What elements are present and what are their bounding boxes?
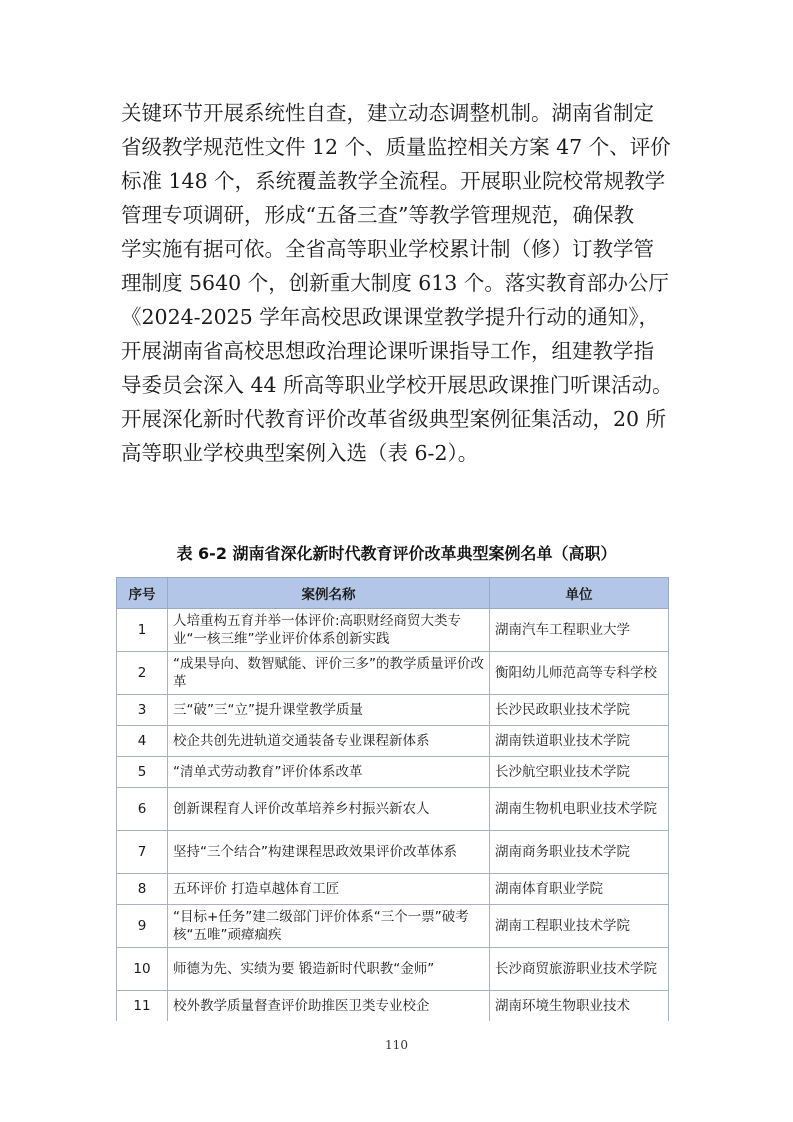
header-case-name: 案例名称 [168,578,490,609]
row-no: 9 [117,905,168,948]
table-caption: 表 6-2 湖南省深化新时代教育评价改革典型案例名单（高职） [176,544,617,563]
table-row [117,652,669,695]
page-number: 110 [385,1038,408,1052]
row-case-name: 校企共创先进轨道交通装备专业课程新体系 [168,726,490,757]
row-no: 2 [117,652,168,695]
table-header-row [117,578,669,609]
row-unit: 湖南生物机电职业技术学院 [490,788,669,831]
row-no: 4 [117,726,168,757]
table-row [117,948,669,991]
case-table [116,577,669,1021]
body-line: 管理专项调研，形成“五备三查”等教学管理规范，确保教 [121,203,634,227]
row-no: 8 [117,874,168,905]
body-line: 导委员会深入 44 所高等职业学校开展思政课推门听课活动。 [121,373,673,397]
row-no: 5 [117,757,168,788]
table-row [117,726,669,757]
row-no: 1 [117,609,168,652]
row-unit: 湖南汽车工程职业大学 [490,609,669,652]
row-no: 3 [117,695,168,726]
table-row [117,831,669,874]
row-no: 7 [117,831,168,874]
body-line: 省级教学规范性文件 12 个、质量监控相关方案 47 个、评价 [121,135,671,159]
row-no: 6 [117,788,168,831]
body-paragraph [121,96,673,470]
row-unit: 长沙民政职业技术学院 [490,695,669,726]
body-line: 理制度 5640 个，创新重大制度 613 个。落实教育部办公厅 [121,271,669,295]
header-no: 序号 [117,578,168,609]
row-no: 11 [117,991,168,1022]
body-line: 标准 148 个，系统覆盖教学全流程。开展职业院校常规教学 [121,169,666,193]
row-no: 10 [117,948,168,991]
row-case-name: 校外教学质量督查评价助推医卫类专业校企 [168,991,490,1022]
row-case-name: “目标+任务”建二级部门评价体系“三个一票”破考核“五唯”顽瘴痼疾 [168,905,490,948]
table-row [117,991,669,1022]
table-row [117,874,669,905]
row-case-name: 坚持“三个结合”构建课程思政效果评价改革体系 [168,831,490,874]
table-row [117,788,669,831]
table-row [117,757,669,788]
row-unit: 长沙航空职业技术学院 [490,757,669,788]
row-case-name: 五环评价 打造卓越体育工匠 [168,874,490,905]
row-case-name: 创新课程育人评价改革培养乡村振兴新农人 [168,788,490,831]
table-row [117,695,669,726]
body-line: 关键环节开展系统性自查，建立动态调整机制。湖南省制定 [121,101,654,125]
row-unit: 湖南环境生物职业技术 [490,991,669,1022]
row-unit: 衡阳幼儿师范高等专科学校 [490,652,669,695]
row-unit: 湖南商务职业技术学院 [490,831,669,874]
row-unit: 湖南工程职业技术学院 [490,905,669,948]
table-row [117,905,669,948]
row-case-name: 师德为先、实绩为要 锻造新时代职教“金师” [168,948,490,991]
body-line: 高等职业学校典型案例入选（表 6-2）。 [121,441,479,465]
row-unit: 湖南铁道职业技术学院 [490,726,669,757]
body-line: 开展湖南省高校思想政治理论课听课指导工作，组建教学指 [121,339,654,363]
body-line: 开展深化新时代教育评价改革省级典型案例征集活动，20 所 [121,407,667,431]
row-unit: 湖南体育职业学院 [490,874,669,905]
table-row [117,609,669,652]
row-case-name: 三“破”三“立”提升课堂教学质量 [168,695,490,726]
row-case-name: “清单式劳动教育”评价体系改革 [168,757,490,788]
row-case-name: “成果导向、数智赋能、评价三多”的教学质量评价改革 [168,652,490,695]
row-case-name: 人培重构五育并举一体评价:高职财经商贸大类专业“一核三维”学业评价体系创新实践 [168,609,490,652]
body-line: 学实施有据可依。全省高等职业学校累计制（修）订教学管 [121,237,654,261]
body-line: 《2024-2025 学年高校思政课课堂教学提升行动的通知》， [121,305,660,329]
row-unit: 长沙商贸旅游职业技术学院 [490,948,669,991]
header-unit: 单位 [490,578,669,609]
